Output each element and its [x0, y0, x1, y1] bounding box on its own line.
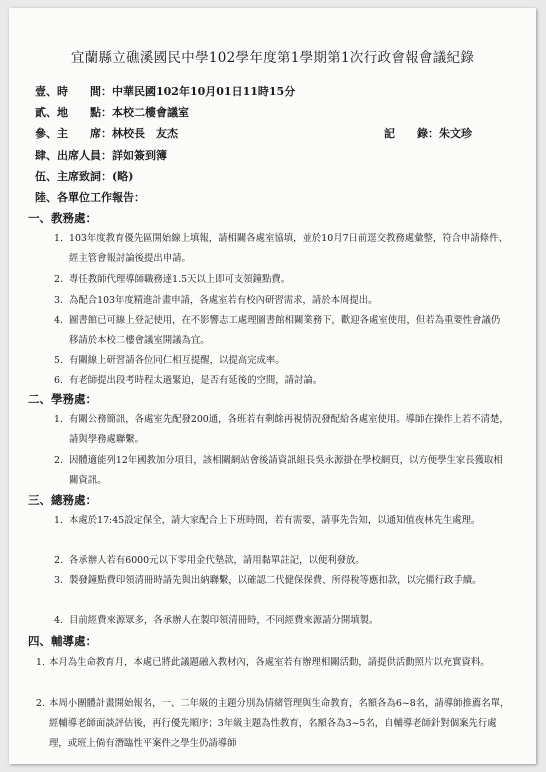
item-number: 6. [54, 375, 63, 386]
attendees-value: 詳如簽到簿 [112, 149, 167, 162]
list-item [54, 611, 509, 631]
list-item [54, 410, 509, 450]
item-text: 103年度教育優先區開始線上填報，請相關各處室協填，並於10月7日前逕交教務處彙整，符合申請條件、經主管會報討論後提出申請。 [69, 233, 508, 264]
item-number: 1. [36, 657, 45, 668]
chair-value: 林校長 友杰 [112, 127, 178, 140]
item-text: 為配合103年度精進計畫申請，各處室若有校內研習需求，請於本周提出。 [69, 295, 378, 306]
item-number: 3. [54, 295, 63, 306]
section-heading-general-affairs: 三、總務處： [28, 493, 97, 507]
item-number: 2. [54, 455, 63, 466]
item-number: 2. [54, 274, 63, 285]
item-number: 4. [54, 315, 63, 326]
item-number: 1. [54, 515, 63, 526]
list-item [54, 229, 509, 269]
meta-attendees [35, 147, 167, 163]
item-number: 2. [54, 555, 63, 566]
document-page [9, 8, 536, 764]
item-text: 本處於17:45設定保全，請大家配合上下班時間，若有需要，請事先告知，以通知值夜林先生處理。 [69, 515, 481, 526]
item-number: 2. [36, 698, 45, 709]
list-item [54, 311, 509, 351]
item-text: 有關公務簡訊，各處室先配發200通，各班若有剩餘再視情況發配給各處室使用。導師在操作上若不清楚，請與學務處聯繫。 [69, 414, 509, 445]
document-title: 宜蘭縣立礁溪國民中學102學年度第1學期第1次行政會報會議紀錄 [70, 50, 475, 66]
list-item [54, 371, 509, 391]
item-text: 因體適能列12年國教加分項目，該相關網站會後請資訊組長吳永源掛在學校網頁，以方便學生家長獲取相關資訊。 [69, 455, 503, 486]
meta-time [35, 83, 295, 99]
list-item [36, 653, 511, 673]
place-value: 本校二樓會議室 [112, 106, 189, 119]
meta-chair [35, 125, 178, 141]
item-number: 4. [54, 615, 63, 626]
list-item [54, 270, 509, 290]
item-text: 圖書館已可線上登記使用，在不影響志工處理圖書館相關業務下，歡迎各處室使用，但若為重要性會議仍移請於本校二樓會議室開議為宜。 [69, 315, 501, 346]
meta-speech [35, 168, 133, 184]
list-item [54, 291, 509, 311]
speech-label: 伍、主席致詞： [35, 170, 112, 183]
item-text: 目前經費來源眾多，各承辦人在製印領清冊時，不同經費來源請分開填製。 [69, 615, 379, 626]
speech-value: (略) [112, 170, 134, 183]
item-text: 本月為生命教育月，本處已將此議題融入教材內，各處室若有辦理相關活動，請提供活動照片以充實資料。 [49, 657, 490, 668]
item-number: 1. [54, 233, 63, 244]
meta-reports [35, 189, 145, 205]
item-text: 有老師提出段考時程太過緊迫，是否有延後的空間，請討論。 [69, 375, 323, 386]
attendees-label: 肆、出席人員： [35, 149, 112, 162]
item-text: 有關線上研習請各位同仁相互提醒，以提高完成率。 [69, 355, 285, 366]
list-item [54, 451, 509, 491]
reports-label: 陸、各單位工作報告： [35, 191, 145, 204]
section-heading-student-affairs: 二、學務處： [28, 392, 97, 406]
list-item [54, 511, 509, 531]
section-heading-academic: 一、教務處： [28, 211, 97, 225]
list-item [54, 351, 509, 371]
item-number: 1. [54, 414, 63, 425]
item-text: 專任教師代理導師職務達1.5天以上即可支領鐘點費。 [69, 274, 291, 285]
recorder-label: 記 錄： [384, 127, 439, 140]
recorder-value: 朱文珍 [439, 127, 472, 140]
time-value: 中華民國102年10月01日11時15分 [112, 85, 296, 98]
list-item [54, 571, 509, 591]
chair-label: 參、主 席： [35, 127, 112, 140]
meta-recorder [384, 125, 472, 141]
item-text: 各承辦人若有6000元以下零用金代墊款，請用黏單註記，以便利發放。 [69, 555, 365, 566]
item-number: 3. [54, 575, 63, 586]
place-label: 貳、地 點： [35, 106, 112, 119]
item-text: 製發鐘點費印領清冊時請先與出納聯繫，以確認二代健保保費、所得稅等應扣款，以完備行政手續。 [69, 575, 482, 586]
meta-place [35, 104, 189, 120]
item-number: 5. [54, 355, 63, 366]
section-heading-counseling: 四、輔導處： [28, 634, 97, 648]
time-label: 壹、時 間： [35, 85, 112, 98]
list-item [36, 694, 511, 754]
item-text: 本周小團體計畫開始報名，一、二年級的主題分別為情緒管理與生命教育，名額各為6~8名，請導師推薦名單，經輔導老師面談評估後，再行優先順序；3年級主題為性教育，名額各為3~5名，自輔導老師針對個案先行處理，或班上倘有潛臨性平案件之學生仍請導師 [49, 698, 510, 749]
list-item [54, 551, 509, 571]
